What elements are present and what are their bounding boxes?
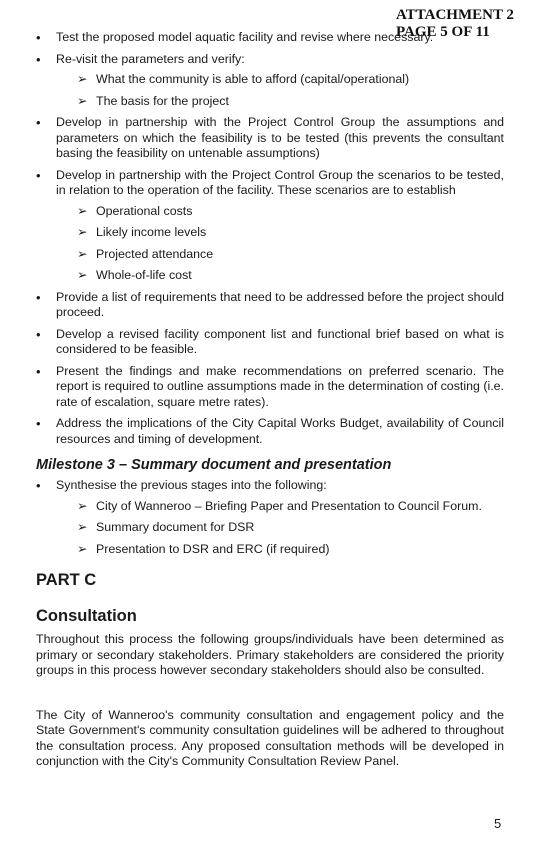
page-number: 5 [494, 816, 502, 831]
list-item: • Synthesise the previous stages into the following: ➢ City of Wanneroo – Briefing Paper and Presentation to Council Forum. ➢ Summary document for DSR ➢ Presentation to DSR and ERC (if required) [36, 478, 504, 557]
list-item: • Develop in partnership with the Project Control Group the scenarios to be tested, in relation to the operation of the facility. These scenarios are to establish ➢ Operational costs ➢ Likely income levels ➢ Projected attendance ➢ Whole-of-life cost [36, 168, 504, 284]
bullet-list-top [36, 30, 504, 447]
arrow-bullet-icon: ➢ [77, 203, 88, 218]
sub-list [56, 72, 504, 109]
section-heading: Consultation [36, 607, 137, 625]
arrow-bullet-icon: ➢ [77, 541, 88, 556]
milestone-heading: Milestone 3 – Summary document and presentation [36, 457, 392, 473]
sub-list-item: ➢ Operational costs [77, 203, 193, 218]
sub-list-item: ➢ The basis for the project [77, 93, 229, 108]
sub-list-item: ➢ Whole-of-life cost [77, 268, 192, 282]
arrow-bullet-icon: ➢ [77, 225, 88, 239]
paragraph: Throughout this process the following groups/individuals have been determined as primary or secondary stakeholders. Primary stakeholders are considered the priority groups in this process however secondary stakeholders should also be consulted. [36, 632, 504, 677]
sub-list-item: ➢ Presentation to DSR and ERC (if required) [77, 541, 330, 556]
document-body [36, 30, 504, 770]
part-heading: PART C [36, 571, 97, 589]
list-item: • Address the implications of the City Capital Works Budget, availability of Council resources and timing of development. [36, 416, 504, 447]
sub-list-item: ➢ Summary document for DSR [77, 520, 255, 534]
list-item: • Provide a list of requirements that need to be addressed before the project should proceed. [36, 290, 504, 321]
arrow-bullet-icon: ➢ [77, 246, 88, 261]
list-item: • Re-visit the parameters and verify: ➢ What the community is able to afford (capital/operational) ➢ The basis for the project [36, 52, 504, 110]
sub-list-item: ➢ Projected attendance [77, 246, 214, 261]
sub-list-item: ➢ Likely income levels [77, 225, 207, 239]
list-item: • Develop in partnership with the Project Control Group the assumptions and parameters on which the feasibility is to be tested (this prevents the consultant basing the feasibility on untenable assumptions) [36, 115, 504, 162]
sub-list-item: ➢ What the community is able to afford (capital/operational) [77, 72, 410, 86]
list-item: • Test the proposed model aquatic facility and revise where necessary. [36, 30, 504, 46]
attachment-label: ATTACHMENT 2 [396, 7, 514, 23]
arrow-bullet-icon: ➢ [77, 498, 88, 513]
page-of-label: PAGE 5 OF 11 [396, 24, 490, 40]
arrow-bullet-icon: ➢ [77, 268, 88, 282]
list-item: • Develop a revised facility component list and functional brief based on what is considered to be feasible. [36, 327, 504, 358]
sub-list [56, 499, 504, 558]
sub-list-item: ➢ City of Wanneroo – Briefing Paper and Presentation to Council Forum. [77, 498, 482, 513]
sub-list [56, 204, 504, 284]
arrow-bullet-icon: ➢ [77, 93, 88, 108]
arrow-bullet-icon: ➢ [77, 520, 88, 534]
arrow-bullet-icon: ➢ [77, 72, 88, 86]
paragraph: The City of Wanneroo's community consultation and engagement policy and the State Government's community consultation guidelines will be adhered to throughout the consultation process. Any proposed consultation methods will be developed in conjunction with the City's Community Consultation Review Panel. [36, 707, 504, 768]
list-item: • Present the findings and make recommendations on preferred scenario. The report is required to outline assumptions made in the determination of costing (i.e. rate of escalation, square metre rates). [36, 364, 504, 411]
